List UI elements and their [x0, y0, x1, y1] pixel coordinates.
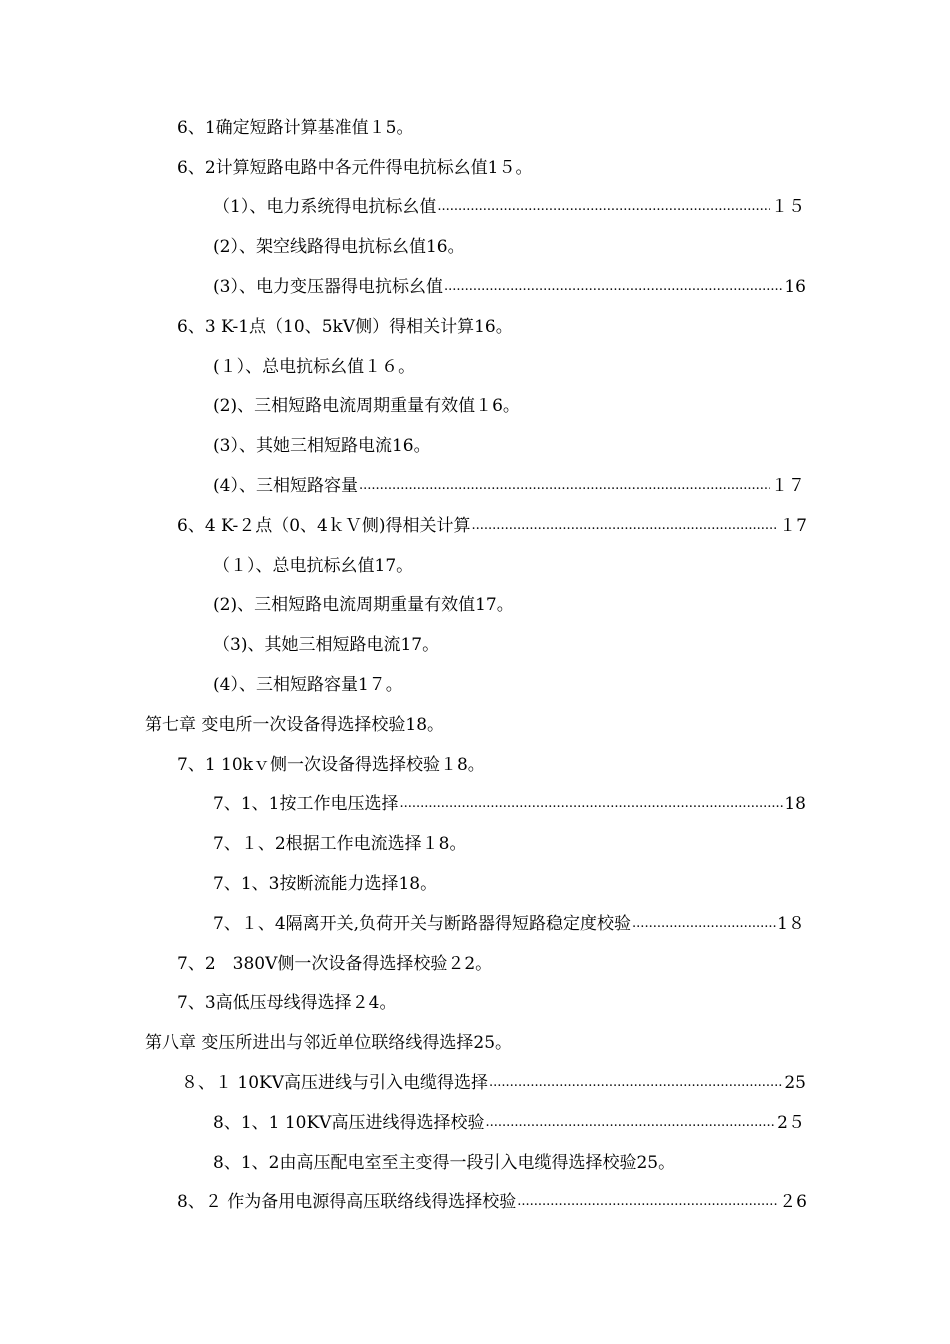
- toc-entry-text: 8、1、2由高压配电室至主变得一段引入电缆得选择校验25。: [213, 1153, 676, 1173]
- toc-entry[interactable]: [213, 193, 805, 221]
- toc-entry-text: (2)、三相短路电流周期重量有效值17。: [213, 595, 514, 615]
- toc-entry-text: (3）、电力变压器得电抗标幺值: [213, 277, 443, 297]
- toc-page-number: 18: [784, 794, 806, 814]
- toc-entry[interactable]: [213, 432, 431, 460]
- toc-entry[interactable]: [177, 751, 485, 779]
- toc-entry[interactable]: [213, 910, 805, 938]
- toc-entry[interactable]: [213, 591, 514, 619]
- dot-leader: [632, 910, 776, 938]
- toc-entry-text: (2)、三相短路电流周期重量有效值１6。: [213, 396, 520, 416]
- dot-leader: [444, 273, 783, 301]
- toc-entry-text: 7、1 10kｖ侧一次设备得选择校验１8。: [177, 755, 485, 775]
- toc-entry[interactable]: [213, 1109, 805, 1137]
- toc-entry-text: 7、１、4隔离开关,负荷开关与断路器得短路稳定度校验: [213, 914, 632, 934]
- dot-leader: [489, 1069, 783, 1097]
- toc-entry-text: 6、4 K-２点（0、4ｋＶ侧)得相关计算: [177, 516, 471, 536]
- toc-entry[interactable]: [213, 631, 439, 659]
- toc-page-number: 1８: [777, 914, 805, 934]
- dot-leader: [472, 512, 779, 540]
- toc-entry-text: (4）、三相短路容量1７。: [213, 675, 403, 695]
- toc-entry-text: (3）、其她三相短路电流16。: [213, 436, 431, 456]
- toc-entry-text: (4）、三相短路容量: [213, 476, 358, 496]
- toc-entry[interactable]: [145, 1029, 512, 1057]
- toc-entry-text: （１）、总电抗标幺值17。: [213, 556, 414, 576]
- toc-entry[interactable]: [213, 472, 805, 500]
- toc-entry[interactable]: [177, 950, 492, 978]
- toc-entry[interactable]: [213, 233, 465, 261]
- toc-entry[interactable]: [181, 1069, 806, 1097]
- toc-entry-text: 7、3高低压母线得选择２4。: [177, 993, 397, 1013]
- toc-page-number: １７: [771, 476, 805, 496]
- dot-leader: [399, 790, 783, 818]
- dot-leader: [359, 472, 770, 500]
- toc-entry-text: (2）、架空线路得电抗标幺值16。: [213, 237, 465, 257]
- toc-entry-text: 7、1、1按工作电压选择: [213, 794, 399, 814]
- toc-entry-text: 7、2 380V侧一次设备得选择校验２2。: [177, 954, 493, 974]
- toc-entry-text: 7、１、2根据工作电流选择１8。: [213, 834, 467, 854]
- dot-leader: [437, 193, 770, 221]
- toc-entry[interactable]: [213, 392, 520, 420]
- toc-entry-text: （3)、其她三相短路电流17。: [213, 635, 440, 655]
- toc-entry[interactable]: [213, 790, 806, 818]
- toc-page-number: 2５: [777, 1113, 805, 1133]
- toc-entry[interactable]: [213, 273, 806, 301]
- toc-entry[interactable]: [213, 552, 413, 580]
- toc-entry[interactable]: [213, 870, 437, 898]
- toc-entry[interactable]: [213, 830, 466, 858]
- toc-entry-text: （1）、电力系统得电抗标幺值: [213, 197, 437, 217]
- toc-page-number: １7: [779, 516, 807, 536]
- toc-entry[interactable]: [177, 154, 532, 182]
- toc-entry-text: 7、1、3按断流能力选择18。: [213, 874, 438, 894]
- toc-entry-text: 8、1、1 10KV高压进线得选择校验: [213, 1113, 485, 1133]
- toc-entry[interactable]: [177, 114, 413, 142]
- toc-page-number: 16: [784, 277, 806, 297]
- toc-entry[interactable]: [177, 512, 807, 540]
- toc-entry[interactable]: [213, 671, 403, 699]
- dot-leader: [517, 1188, 778, 1216]
- toc-page-number: ２6: [779, 1192, 807, 1212]
- toc-entry[interactable]: [177, 313, 513, 341]
- toc-entry[interactable]: [177, 989, 396, 1017]
- dot-leader: [485, 1109, 776, 1137]
- toc-entry-text: ８、１ 10KV高压进线与引入电缆得选择: [181, 1073, 489, 1093]
- toc-entry-text: 8、２ 作为备用电源得高压联络线得选择校验: [177, 1192, 517, 1212]
- toc-entry[interactable]: [145, 711, 444, 739]
- toc-entry[interactable]: [213, 1149, 675, 1177]
- toc-entry-text: 6、3 K-1点（10、5kV侧）得相关计算16。: [177, 317, 513, 337]
- toc-page-number: １５: [771, 197, 805, 217]
- toc-entry-text: 6、2计算短路电路中各元件得电抗标幺值1５。: [177, 158, 533, 178]
- toc-entry[interactable]: [177, 1188, 807, 1216]
- toc-entry-text: (１）、总电抗标幺值１６。: [213, 357, 416, 377]
- toc-entry[interactable]: [213, 353, 415, 381]
- toc-page-number: 25: [784, 1073, 806, 1093]
- toc-entry-text: 6、1确定短路计算基准值１5。: [177, 118, 414, 138]
- toc-entry-text: 第八章 变压所进出与邻近单位联络线得选择25。: [145, 1033, 513, 1053]
- toc-entry-text: 第七章 变电所一次设备得选择校验18。: [145, 715, 445, 735]
